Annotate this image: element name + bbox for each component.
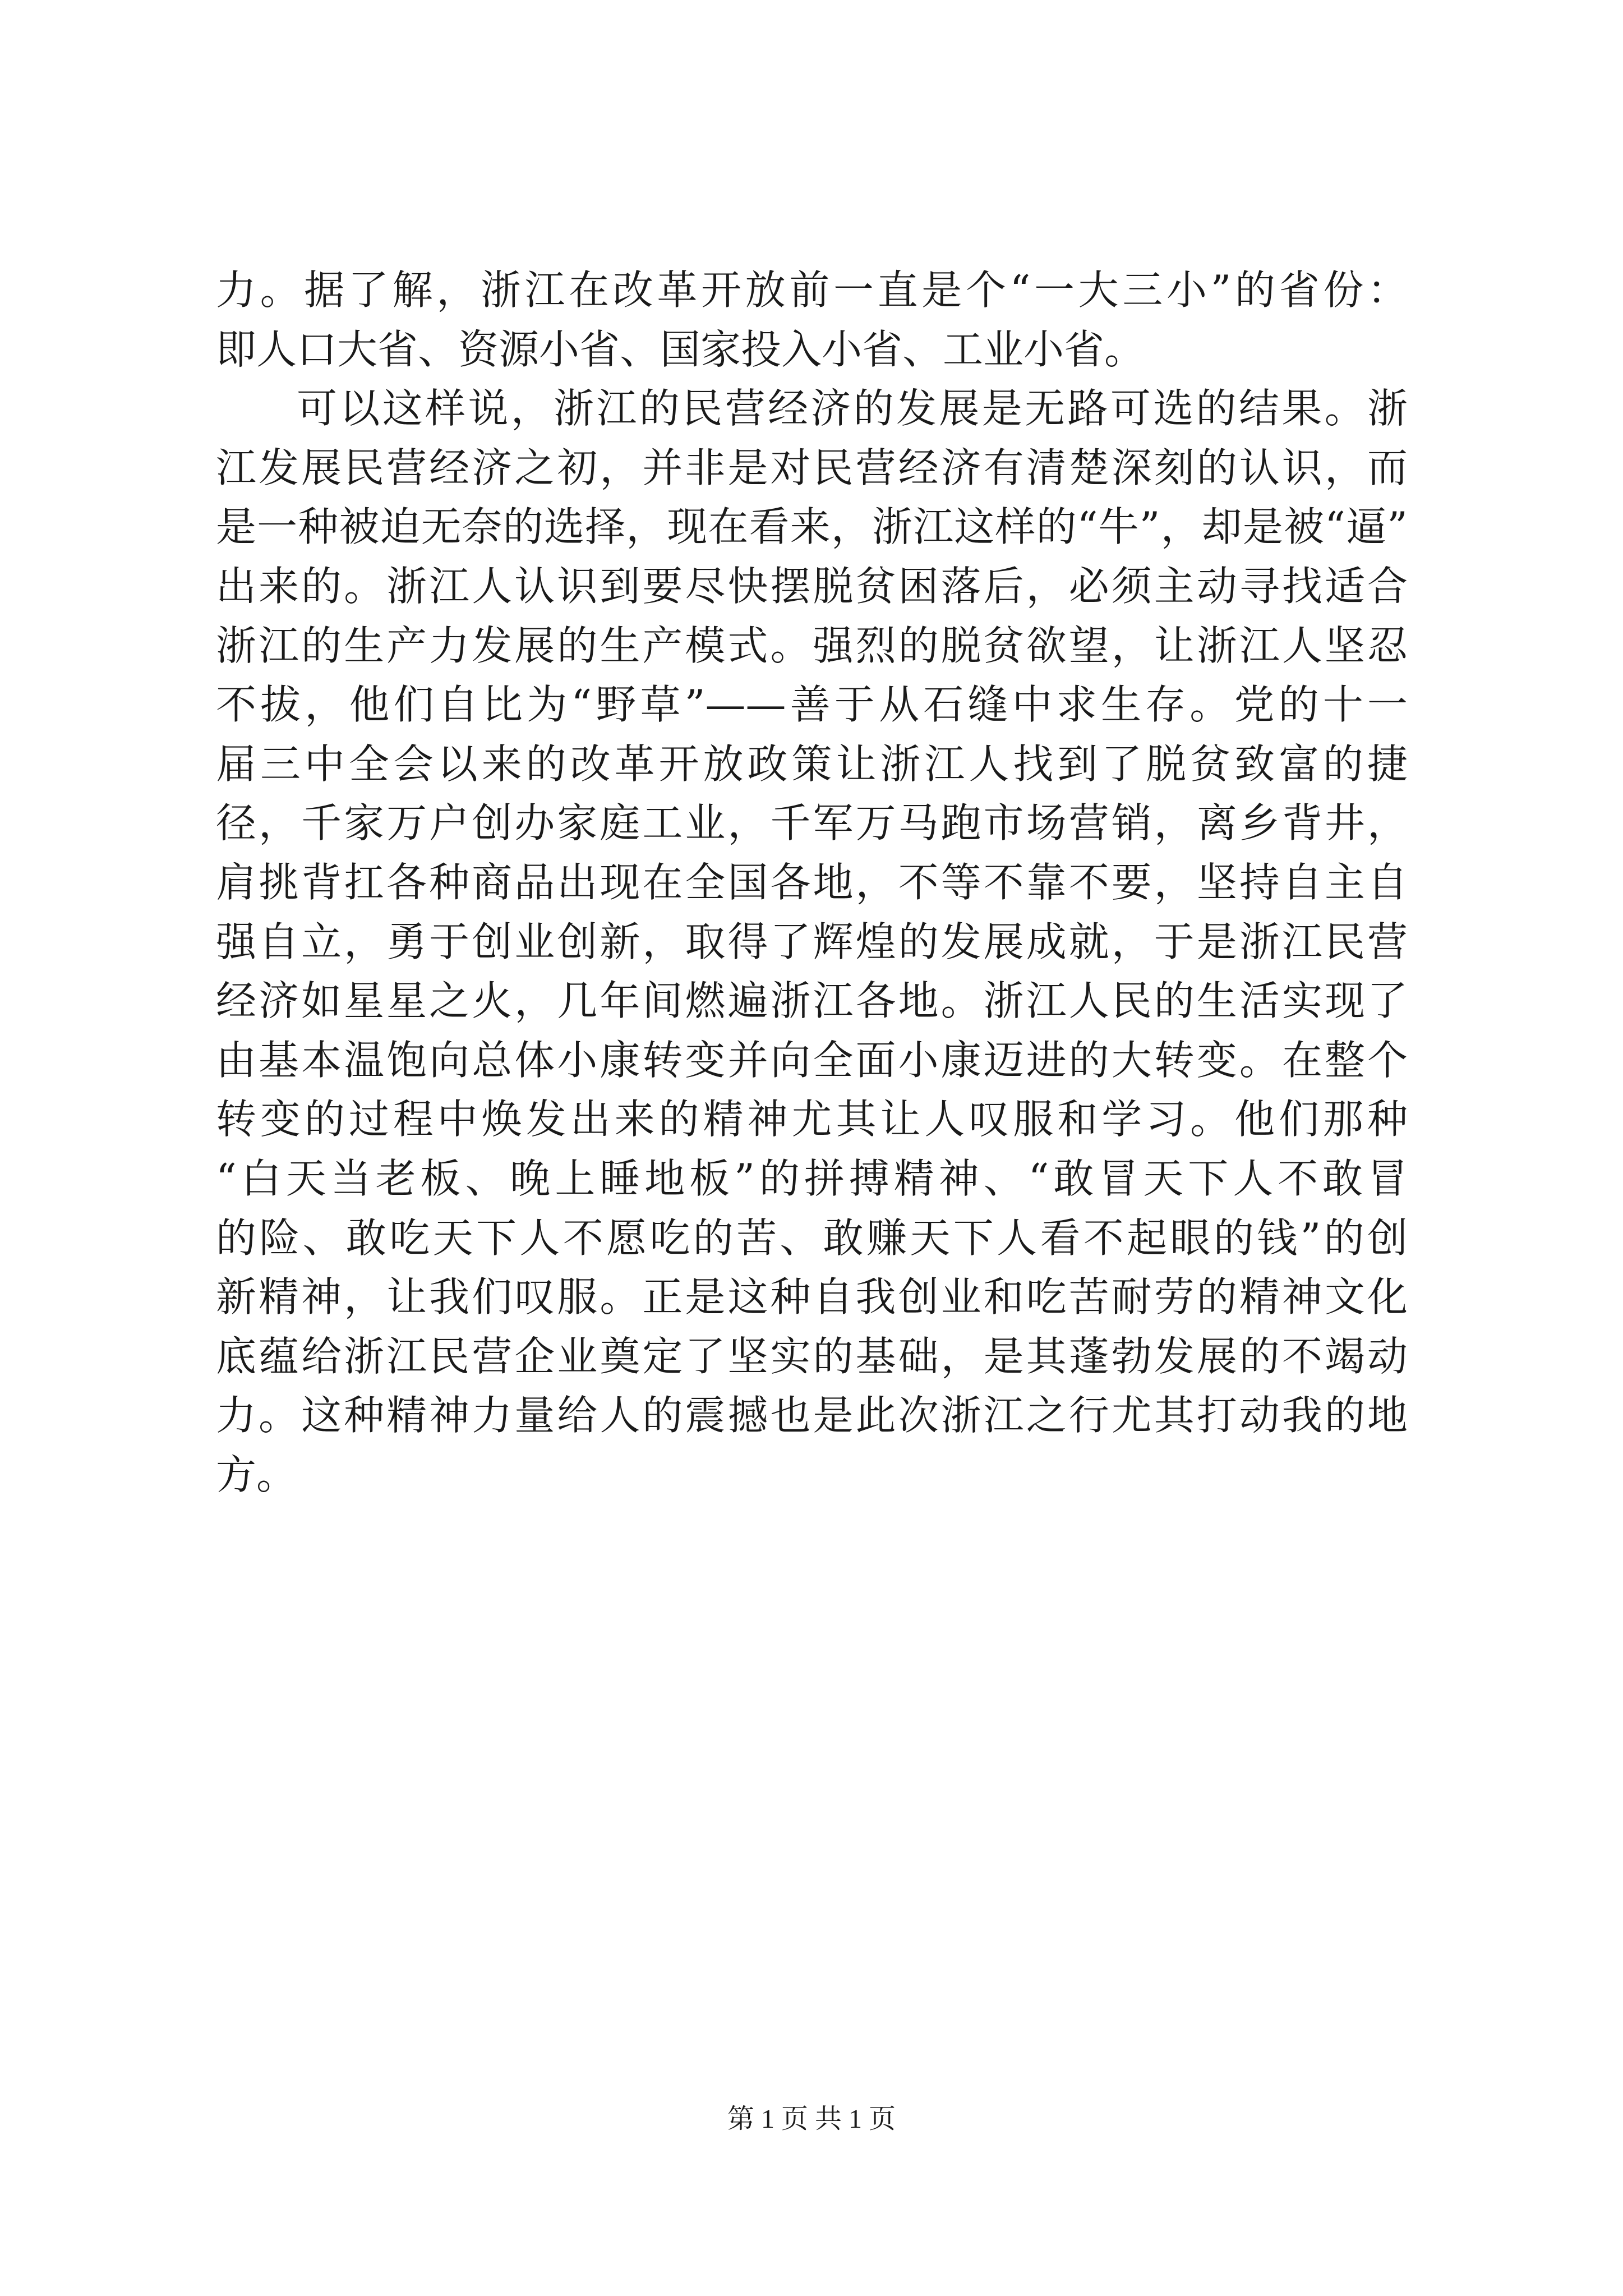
text-line: 强自立，勇于创业创新，取得了辉煌的发展成就，于是浙江民营 — [216, 918, 1408, 965]
text-line: 经济如星星之火，几年间燃遍浙江各地。浙江人民的生活实现了 — [216, 977, 1408, 1025]
text-line: 届三中全会以来的改革开放政策让浙江人找到了脱贫致富的捷 — [216, 740, 1408, 788]
text-line: 可以这样说，浙江的民营经济的发展是无路可选的结果。浙 — [297, 385, 1408, 432]
text-line: 力。这种精神力量给人的震撼也是此次浙江之行尤其打动我的地 — [216, 1392, 1408, 1439]
text-line: 转变的过程中焕发出来的精神尤其让人叹服和学习。他们那种 — [216, 1096, 1408, 1143]
paragraph-1 — [216, 261, 1408, 379]
page-number: 第 1 页 共 1 页 — [727, 2104, 896, 2134]
body-text — [216, 261, 1408, 1504]
text-line: “白天当老板、晚上睡地板”的拼搏精神、“敢冒天下人不敢冒 — [216, 1154, 1408, 1202]
text-line: 的险、敢吃天下人不愿吃的苦、敢赚天下人看不起眼的钱”的创 — [216, 1214, 1408, 1262]
text-line: 即人口大省、资源小省、国家投入小省、工业小省。 — [216, 325, 1145, 373]
text-line: 由基本温饱向总体小康转变并向全面小康迈进的大转变。在整个 — [216, 1036, 1408, 1084]
paragraph-2 — [216, 379, 1408, 1504]
text-line: 底蕴给浙江民营企业奠定了坚实的基础，是其蓬勃发展的不竭动 — [216, 1332, 1408, 1380]
text-line: 新精神，让我们叹服。正是这种自我创业和吃苦耐劳的精神文化 — [216, 1273, 1408, 1321]
text-line: 浙江的生产力发展的生产模式。强烈的脱贫欲望，让浙江人坚忍 — [216, 622, 1408, 669]
text-line: 方。 — [216, 1451, 297, 1498]
text-line: 肩挑背扛各种商品出现在全国各地，不等不靠不要，坚持自主自 — [216, 858, 1408, 906]
text-line: 出来的。浙江人认识到要尽快摆脱贫困落后，必须主动寻找适合 — [216, 562, 1408, 610]
page-footer — [0, 2102, 1623, 2136]
text-line: 力。据了解，浙江在改革开放前一直是个“一大三小”的省份： — [216, 266, 1408, 314]
text-line: 径，千家万户创办家庭工业，千军万马跑市场营销，离乡背井， — [216, 799, 1408, 847]
text-line: 是一种被迫无奈的选择，现在看来，浙江这样的“牛”，却是被“逼” — [216, 503, 1408, 551]
text-line: 江发展民营经济之初，并非是对民营经济有清楚深刻的认识，而 — [216, 444, 1408, 491]
text-line: 不拔，他们自比为“野草”——善于从石缝中求生存。党的十一 — [216, 681, 1408, 729]
